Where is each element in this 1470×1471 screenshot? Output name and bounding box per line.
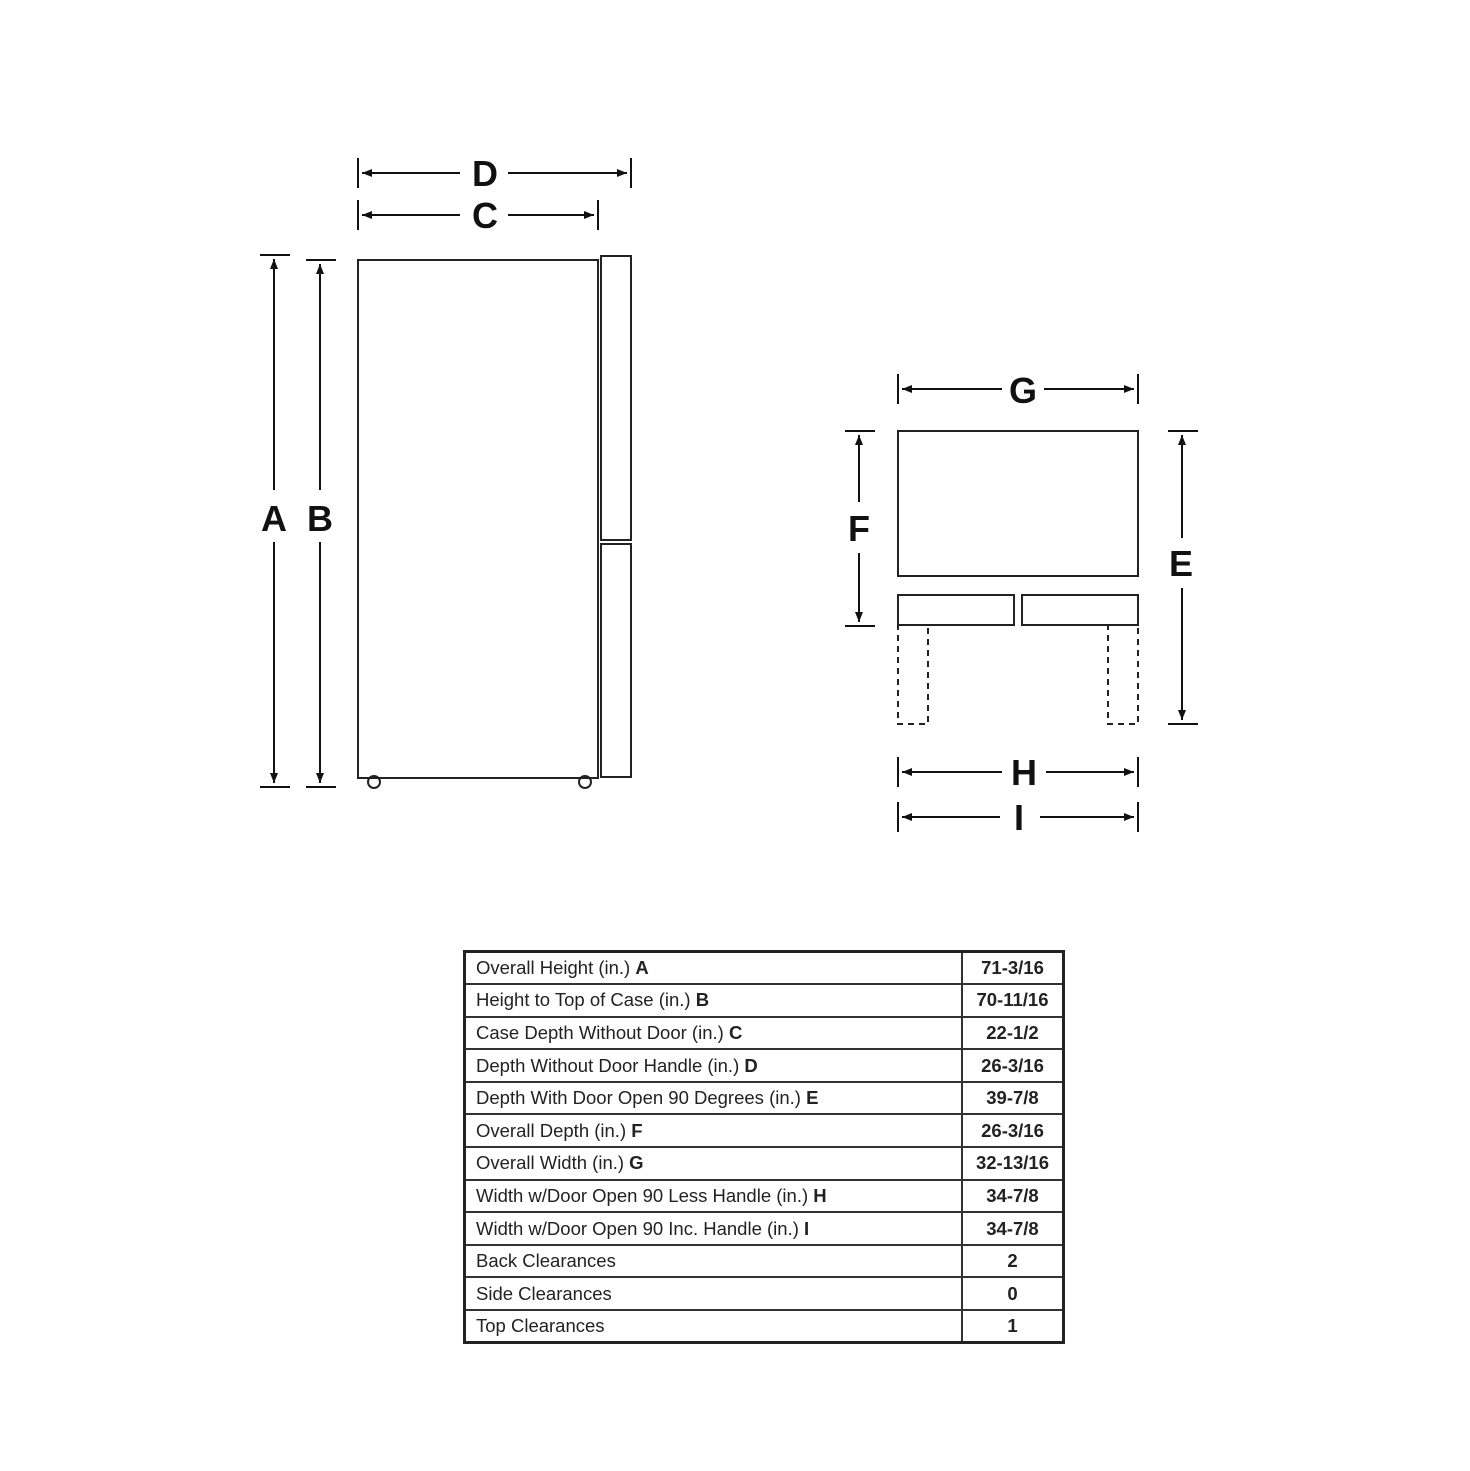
- dimension-name-cell: [465, 1082, 963, 1115]
- dimension-name-cell: [465, 984, 963, 1017]
- label-a: A: [261, 498, 287, 539]
- dimension-value: 2: [962, 1245, 1064, 1278]
- dimension-label: Back Clearances: [476, 1250, 616, 1272]
- lower-door: [601, 544, 631, 777]
- dimension-value: 70-11/16: [962, 984, 1064, 1017]
- dimension-name-cell: [465, 1114, 963, 1147]
- dimension-label: Overall Depth (in.): [476, 1119, 627, 1141]
- label-e: E: [1168, 543, 1194, 584]
- label-f: F: [848, 508, 870, 549]
- dimension-name-cell: [465, 1212, 963, 1245]
- dimension-label: Height to Top of Case (in.): [476, 989, 691, 1011]
- dimension-letter: C: [728, 1021, 743, 1043]
- dimension-letter: H: [813, 1184, 827, 1206]
- dimension-value: 0: [962, 1277, 1064, 1310]
- dimension-value: 22-1/2: [962, 1017, 1064, 1050]
- dimension-value: 34-7/8: [962, 1180, 1064, 1213]
- dimension-name-cell: [465, 1049, 963, 1082]
- label-c: C: [472, 195, 498, 236]
- dimension-label: Case Depth Without Door (in.): [476, 1021, 724, 1043]
- table-row: [465, 1082, 1064, 1115]
- dimension-name-cell: [465, 1147, 963, 1180]
- top-view: [898, 431, 1138, 724]
- dimension-value: 71-3/16: [962, 952, 1064, 985]
- dimension-value: 34-7/8: [962, 1212, 1064, 1245]
- left-door-top: [898, 595, 1014, 625]
- dimension-value: 26-3/16: [962, 1049, 1064, 1082]
- cabinet-case: [358, 260, 598, 778]
- table-row: [465, 952, 1064, 985]
- dimension-value: 32-13/16: [962, 1147, 1064, 1180]
- dimension-letter: F: [631, 1119, 643, 1141]
- table-row: [465, 1017, 1064, 1050]
- dimension-name-cell: [465, 1180, 963, 1213]
- dimension-label: Width w/Door Open 90 Inc. Handle (in.): [476, 1217, 799, 1239]
- table-row: [465, 1310, 1064, 1343]
- dimension-value: 39-7/8: [962, 1082, 1064, 1115]
- dimension-label: Top Clearances: [476, 1315, 605, 1337]
- label-i: I: [1013, 797, 1025, 838]
- dimension-letter: A: [635, 957, 649, 979]
- dimension-label: Overall Width (in.): [476, 1152, 625, 1174]
- dimension-letter: I: [804, 1217, 810, 1239]
- label-d: D: [472, 153, 498, 194]
- right-door-top: [1022, 595, 1138, 625]
- dimensions-table-body: [465, 952, 1064, 1343]
- dimension-name-cell: [465, 1017, 963, 1050]
- dimension-label: Side Clearances: [476, 1282, 612, 1304]
- dimension-name-cell: [465, 1310, 963, 1343]
- table-row: [465, 1277, 1064, 1310]
- table-row: [465, 1114, 1064, 1147]
- dimension-label: Depth With Door Open 90 Degrees (in.): [476, 1087, 801, 1109]
- table-row: [465, 1245, 1064, 1278]
- dimension-value: 1: [962, 1310, 1064, 1343]
- table-row: [465, 1180, 1064, 1213]
- dimension-name-cell: [465, 952, 963, 985]
- label-h: H: [1011, 752, 1037, 793]
- dimension-letter: G: [629, 1152, 644, 1174]
- left-door-open-outline: [898, 625, 928, 724]
- right-door-open-outline: [1108, 625, 1138, 724]
- dimension-label: Depth Without Door Handle (in.): [476, 1054, 740, 1076]
- dimension-value: 26-3/16: [962, 1114, 1064, 1147]
- dimension-letter: E: [806, 1087, 819, 1109]
- dimension-name-cell: [465, 1245, 963, 1278]
- label-g: G: [1008, 370, 1038, 411]
- table-row: [465, 984, 1064, 1017]
- label-b: B: [307, 498, 333, 539]
- dimension-label: Width w/Door Open 90 Less Handle (in.): [476, 1184, 809, 1206]
- table-row: [465, 1049, 1064, 1082]
- table-row: [465, 1212, 1064, 1245]
- dimensions-table: [463, 950, 1065, 1344]
- upper-door: [601, 256, 631, 540]
- side-view: [358, 256, 631, 788]
- dimension-letter: D: [744, 1054, 758, 1076]
- dimension-letter: B: [695, 989, 710, 1011]
- dimension-label: Overall Height (in.): [476, 957, 631, 979]
- top-cabinet: [898, 431, 1138, 576]
- dimension-name-cell: [465, 1277, 963, 1310]
- table-row: [465, 1147, 1064, 1180]
